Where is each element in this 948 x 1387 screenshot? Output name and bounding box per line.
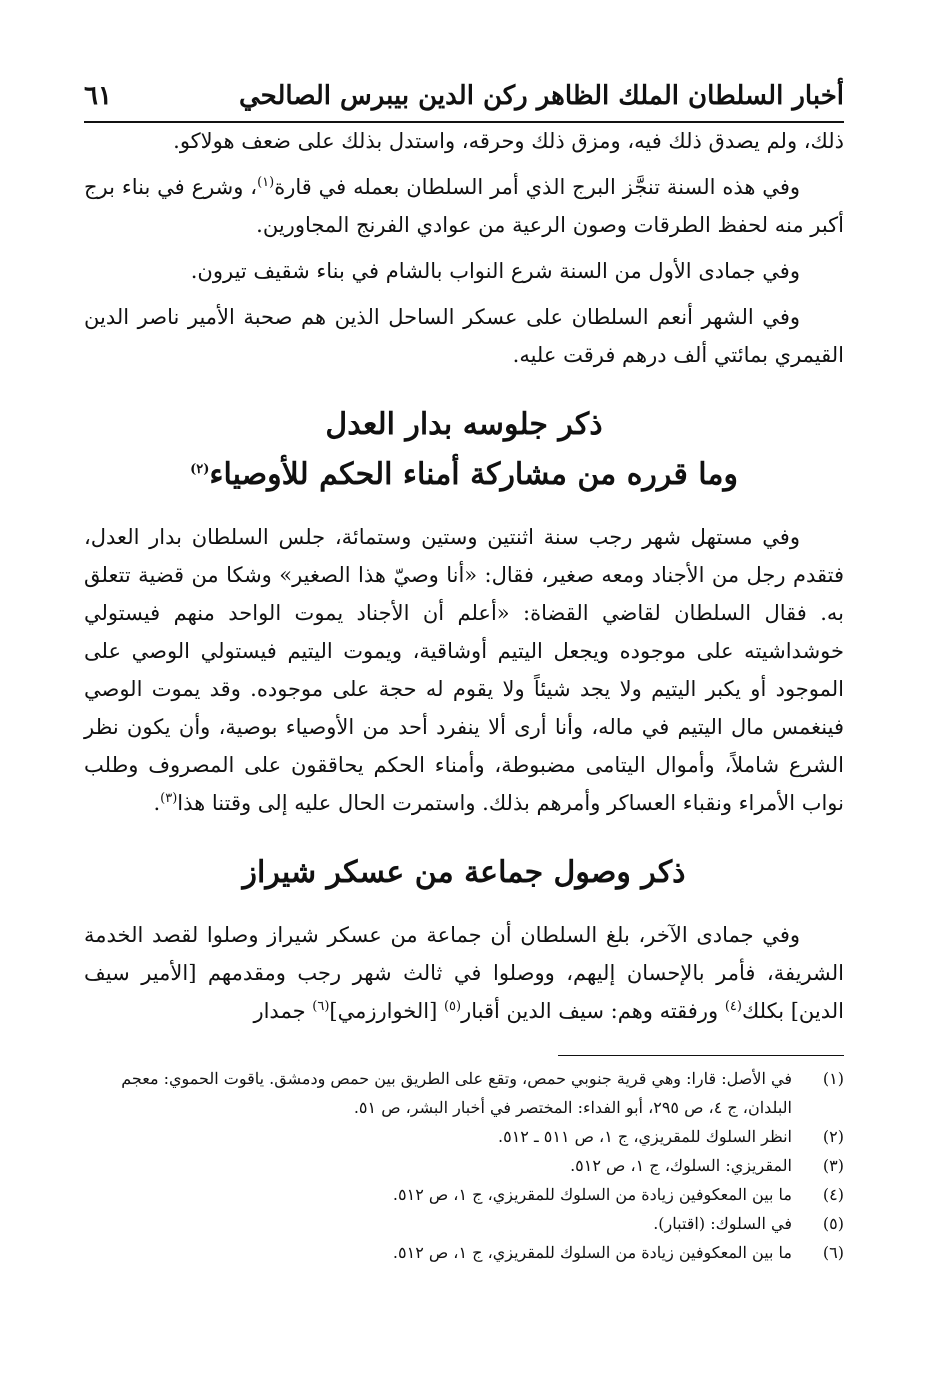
- footnote-item: [84, 1122, 844, 1151]
- paragraph-shiraz: [84, 916, 844, 1030]
- paragraph-text: ، وشرع في بناء برج أكبر منه لحفظ الطرقات وصون الرعية من عوادي الفرنج المجاورين.: [84, 175, 844, 237]
- paragraph-continued: [84, 122, 844, 160]
- footnote-text: انظر السلوك للمقريزي، ج ١، ص ٥١١ ـ ٥١٢.: [498, 1127, 792, 1146]
- footnote-ref-4[interactable]: (٤): [724, 999, 742, 1014]
- paragraph-text: .: [153, 791, 161, 815]
- paragraph-text: وفي الشهر أنعم السلطان على عسكر الساحل الذين هم صحبة الأمير ناصر الدين القيمري بمائتي ألف درهم فرقت عليه.: [84, 305, 844, 367]
- footnote-text: ما بين المعكوفين زيادة من السلوك للمقريزي، ج ١، ص ٥١٢.: [392, 1185, 792, 1204]
- main-text: [84, 122, 844, 1030]
- heading-line-2: [84, 450, 844, 500]
- footnote-text: المقريزي: السلوك، ج ١، ص ٥١٢.: [570, 1156, 792, 1175]
- running-title: أخبار السلطان الملك الظاهر ركن الدين بيبرس الصالحي: [239, 81, 844, 111]
- footnote-text: ما بين المعكوفين زيادة من السلوك للمقريزي، ج ١، ص ٥١٢.: [392, 1243, 792, 1262]
- footnote-item: [84, 1151, 844, 1180]
- heading-text: ذكر وصول جماعة من عسكر شيراز: [242, 855, 686, 890]
- footnote-ref-2[interactable]: (٢): [190, 462, 210, 477]
- footnote-text: في السلوك: (اقتبار).: [653, 1214, 792, 1233]
- footnote-item: [84, 1180, 844, 1209]
- footnote-number: (٤): [822, 1185, 844, 1204]
- footnote-number: (٣): [822, 1156, 844, 1175]
- page-number: ٦١: [84, 81, 112, 111]
- footnote-ref-3[interactable]: (٣): [160, 791, 178, 806]
- heading-line-1: ذكر جلوسه بدار العدل: [325, 407, 603, 442]
- footnote-item: [84, 1209, 844, 1238]
- heading-text: وما قرره من مشاركة أمناء الحكم للأوصياء: [209, 457, 738, 492]
- paragraph-text: وفي جمادى الآخر، بلغ السلطان أن جماعة من عسكر شيراز وصلوا لقصد الخدمة الشريفة، فأمر بالإحسان إليهم، ووصلوا في ثالث شهر رجب ومقدمهم [الأمير سيف الدين] بكلك: [84, 923, 844, 1023]
- footnote-text: في الأصل: قارا: وهي قرية جنوبي حمص، وتقع على الطريق بين حمص ودمشق. ياقوت الحموي: معجم البلدان، ج ٤، ص ٢٩٥، أبو الفداء: المختصر في أخبار البشر، ص ٥١.: [121, 1069, 792, 1117]
- paragraph-text: وفي جمادى الأول من السنة شرع النواب بالشام في بناء شقيف تيرون.: [190, 259, 800, 283]
- paragraph-text: وفي هذه السنة تنجَّز البرج الذي أمر السلطان بعمله في قارة: [274, 175, 800, 199]
- paragraph-text: جمدار: [253, 999, 313, 1023]
- paragraph-justice: [84, 518, 844, 822]
- running-head: [84, 72, 844, 120]
- paragraph-text: ورفقته وهم: سيف الدين أقبار: [461, 999, 725, 1023]
- footnote-number: (١): [822, 1069, 844, 1088]
- footnote-number: (٦): [822, 1243, 844, 1262]
- footnote-ref-1[interactable]: (١): [257, 175, 275, 190]
- footnote-ref-6[interactable]: (٦): [312, 999, 330, 1014]
- footnote-item: [84, 1238, 844, 1267]
- paragraph-grant: [84, 298, 844, 374]
- paragraph-shaqif: [84, 252, 844, 290]
- paragraph-tower: [84, 168, 844, 244]
- section-heading-justice: [84, 400, 844, 500]
- footnotes: [84, 1064, 844, 1267]
- section-heading-shiraz: [84, 848, 844, 898]
- footnote-item: [84, 1064, 844, 1122]
- footnote-number: (٥): [822, 1214, 844, 1233]
- paragraph-text: [الخوارزمي]: [329, 999, 444, 1023]
- paragraph-text: وفي مستهل شهر رجب سنة اثنتين وستين وستمائة، جلس السلطان بدار العدل، فتقدم رجل من الأجناد ومعه صغير، فقال: «أنا وصيّ هذا الصغير» وشكا من قضية تتعلق به. فقال السلطان لقاضي القضاة: «أعلم أن الأجناد يموت الواحد منهم فيستولي خوشداشيته على موجوده ويجعل اليتيم أوشاقية، ويموت اليتيم فيستولي الوصي على الموجود أو يكبر اليتيم ولا يجد شيئاً ولا يقوم له حجة على موجوده. وقد يموت الوصي فينغمس مال اليتيم في ماله، وأنا أرى ألا ينفرد أحد من الأوصياء بوصية، وأن يكون نظر الشرع شاملاً، وأموال اليتامى مضبوطة، وأمناء الحكم يحاققون على المصروف وطلب نواب الأمراء ونقباء العساكر وأمرهم بذلك. واستمرت الحال عليه إلى وقتنا هذا: [84, 525, 844, 815]
- footnote-ref-5[interactable]: (٥): [443, 999, 462, 1014]
- paragraph-text: ذلك، ولم يصدق ذلك فيه، ومزق ذلك وحرقه، واستدل بذلك على ضعف هولاكو.: [173, 129, 844, 153]
- footnote-number: (٢): [822, 1127, 844, 1146]
- footnote-rule: [558, 1055, 844, 1056]
